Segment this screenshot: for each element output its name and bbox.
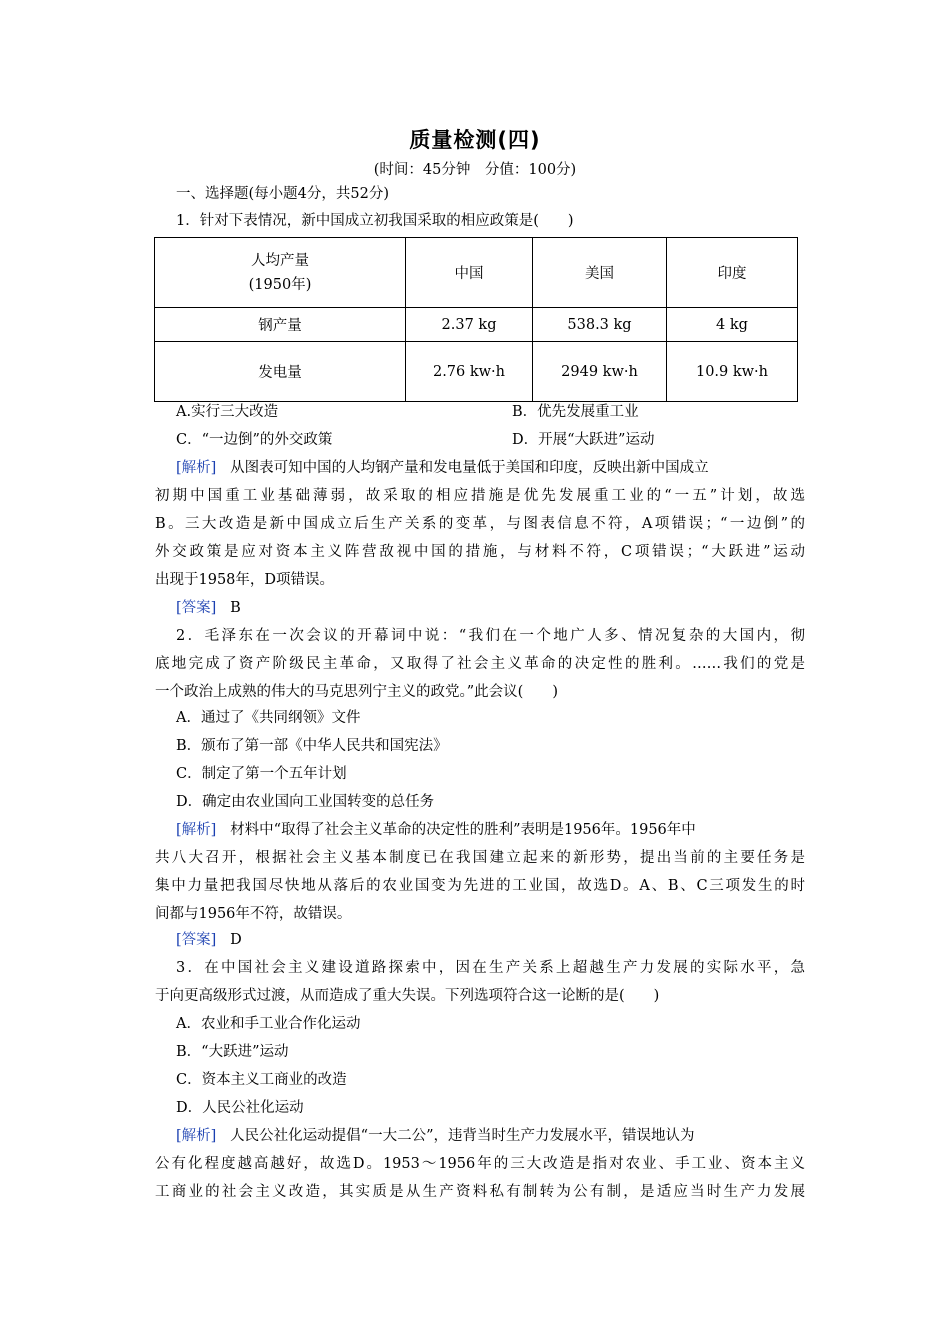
q2-option-d: D．确定由农业国向工业国转变的总任务	[176, 794, 435, 810]
section-heading: 一、选择题(每小题4分，共52分)	[176, 186, 389, 202]
q2-option-b: B．颁布了第一部《中华人民共和国宪法》	[176, 738, 448, 754]
q2-option-c: C．制定了第一个五年计划	[176, 766, 347, 782]
table-cell: 10.9 kw·h	[667, 342, 798, 402]
q3-option-b: B．“大跃进”运动	[176, 1044, 289, 1060]
q1-stem: 1．针对下表情况，新中国成立初我国采取的相应政策是( )	[176, 213, 574, 229]
q1-analysis-line: 出现于1958年，D项错误。	[155, 572, 335, 588]
table-cell: 538.3 kg	[533, 308, 667, 342]
answer-tag: [答案]	[176, 932, 217, 948]
q3-option-a: A．农业和手工业合作化运动	[176, 1016, 361, 1032]
q1-analysis-line: [解析] 从图表可知中国的人均钢产量和发电量低于美国和印度，反映出新中国成立	[176, 460, 709, 476]
table-cell: 2.37 kg	[406, 308, 533, 342]
table-row	[155, 342, 798, 402]
table-row	[155, 308, 798, 342]
table-cell: 4 kg	[667, 308, 798, 342]
analysis-tag: [解析]	[176, 460, 217, 476]
q1-option-b: B．优先发展重工业	[512, 404, 639, 420]
table-cell: 2.76 kw·h	[406, 342, 533, 402]
table-header-cell: 印度	[667, 238, 798, 308]
q2-analysis-line: 共八大召开，根据社会主义基本制度已在我国建立起来的新形势，提出当前的主要任务是	[155, 850, 805, 866]
answer-tag: [答案]	[176, 600, 217, 616]
q2-stem-line: 2．毛泽东在一次会议的开幕词中说：“我们在一个地广人多、情况复杂的大国内，彻	[176, 628, 805, 644]
exam-info: (时间：45分钟 分值：100分)	[373, 162, 577, 178]
answer-value: D	[230, 932, 242, 948]
answer-value: B	[230, 600, 241, 616]
q3-option-c: C．资本主义工商业的改造	[176, 1072, 347, 1088]
q1-option-d: D．开展“大跃进”运动	[512, 432, 655, 448]
production-table	[154, 237, 798, 402]
q2-stem-line: 底地完成了资产阶级民主革命，又取得了社会主义革命的决定性的胜利。……我们的党是	[155, 656, 805, 672]
table-cell: 发电量	[155, 342, 406, 402]
table-cell: 2949 kw·h	[533, 342, 667, 402]
q3-analysis-line: 公有化程度越高越好，故选D。1953～1956年的三大改造是指对农业、手工业、资本主义	[155, 1156, 805, 1172]
q3-analysis-line: [解析] 人民公社化运动提倡“一大二公”，违背当时生产力发展水平，错误地认为	[176, 1128, 695, 1144]
table-header-cell: 人均产量 (1950年)	[155, 238, 406, 308]
q3-stem-line: 3．在中国社会主义建设道路探索中，因在生产关系上超越生产力发展的实际水平，急	[176, 960, 805, 976]
q2-analysis-line: 间都与1956年不符，故错误。	[155, 906, 352, 922]
q1-analysis-line: 初期中国重工业基础薄弱，故采取的相应措施是优先发展重工业的“一五”计划，故选	[155, 488, 805, 504]
q1-option-a: A.实行三大改造	[176, 404, 279, 420]
q2-analysis-line: 集中力量把我国尽快地从落后的农业国变为先进的工业国，故选D。A、B、C三项发生的时	[155, 878, 805, 894]
q1-analysis-line: 外交政策是应对资本主义阵营敌视中国的措施，与材料不符，C项错误；“大跃进”运动	[155, 544, 805, 560]
q1-analysis-line: B。三大改造是新中国成立后生产关系的变革，与图表信息不符，A项错误；“一边倒”的	[155, 516, 805, 532]
table-header-cell: 美国	[533, 238, 667, 308]
q2-stem-line: 一个政治上成熟的伟大的马克思列宁主义的政党。”此会议( )	[155, 684, 558, 700]
q3-option-d: D．人民公社化运动	[176, 1100, 304, 1116]
analysis-tag: [解析]	[176, 822, 217, 838]
q2-analysis-line: [解析] 材料中“取得了社会主义革命的决定性的胜利”表明是1956年。1956年中	[176, 822, 696, 838]
analysis-tag: [解析]	[176, 1128, 217, 1144]
q3-analysis-line: 工商业的社会主义改造，其实质是从生产资料私有制转为公有制，是适应当时生产力发展	[155, 1184, 805, 1200]
q1-option-c: C．“一边倒”的外交政策	[176, 432, 333, 448]
q3-stem-line: 于向更高级形式过渡，从而造成了重大失误。下列选项符合这一论断的是( )	[155, 988, 660, 1004]
q2-answer	[176, 930, 826, 950]
table-header-cell: 中国	[406, 238, 533, 308]
q1-answer	[176, 598, 826, 618]
q2-option-a: A．通过了《共同纲领》文件	[176, 710, 361, 726]
page-title: 质量检测(四)	[409, 128, 541, 152]
table-cell: 钢产量	[155, 308, 406, 342]
